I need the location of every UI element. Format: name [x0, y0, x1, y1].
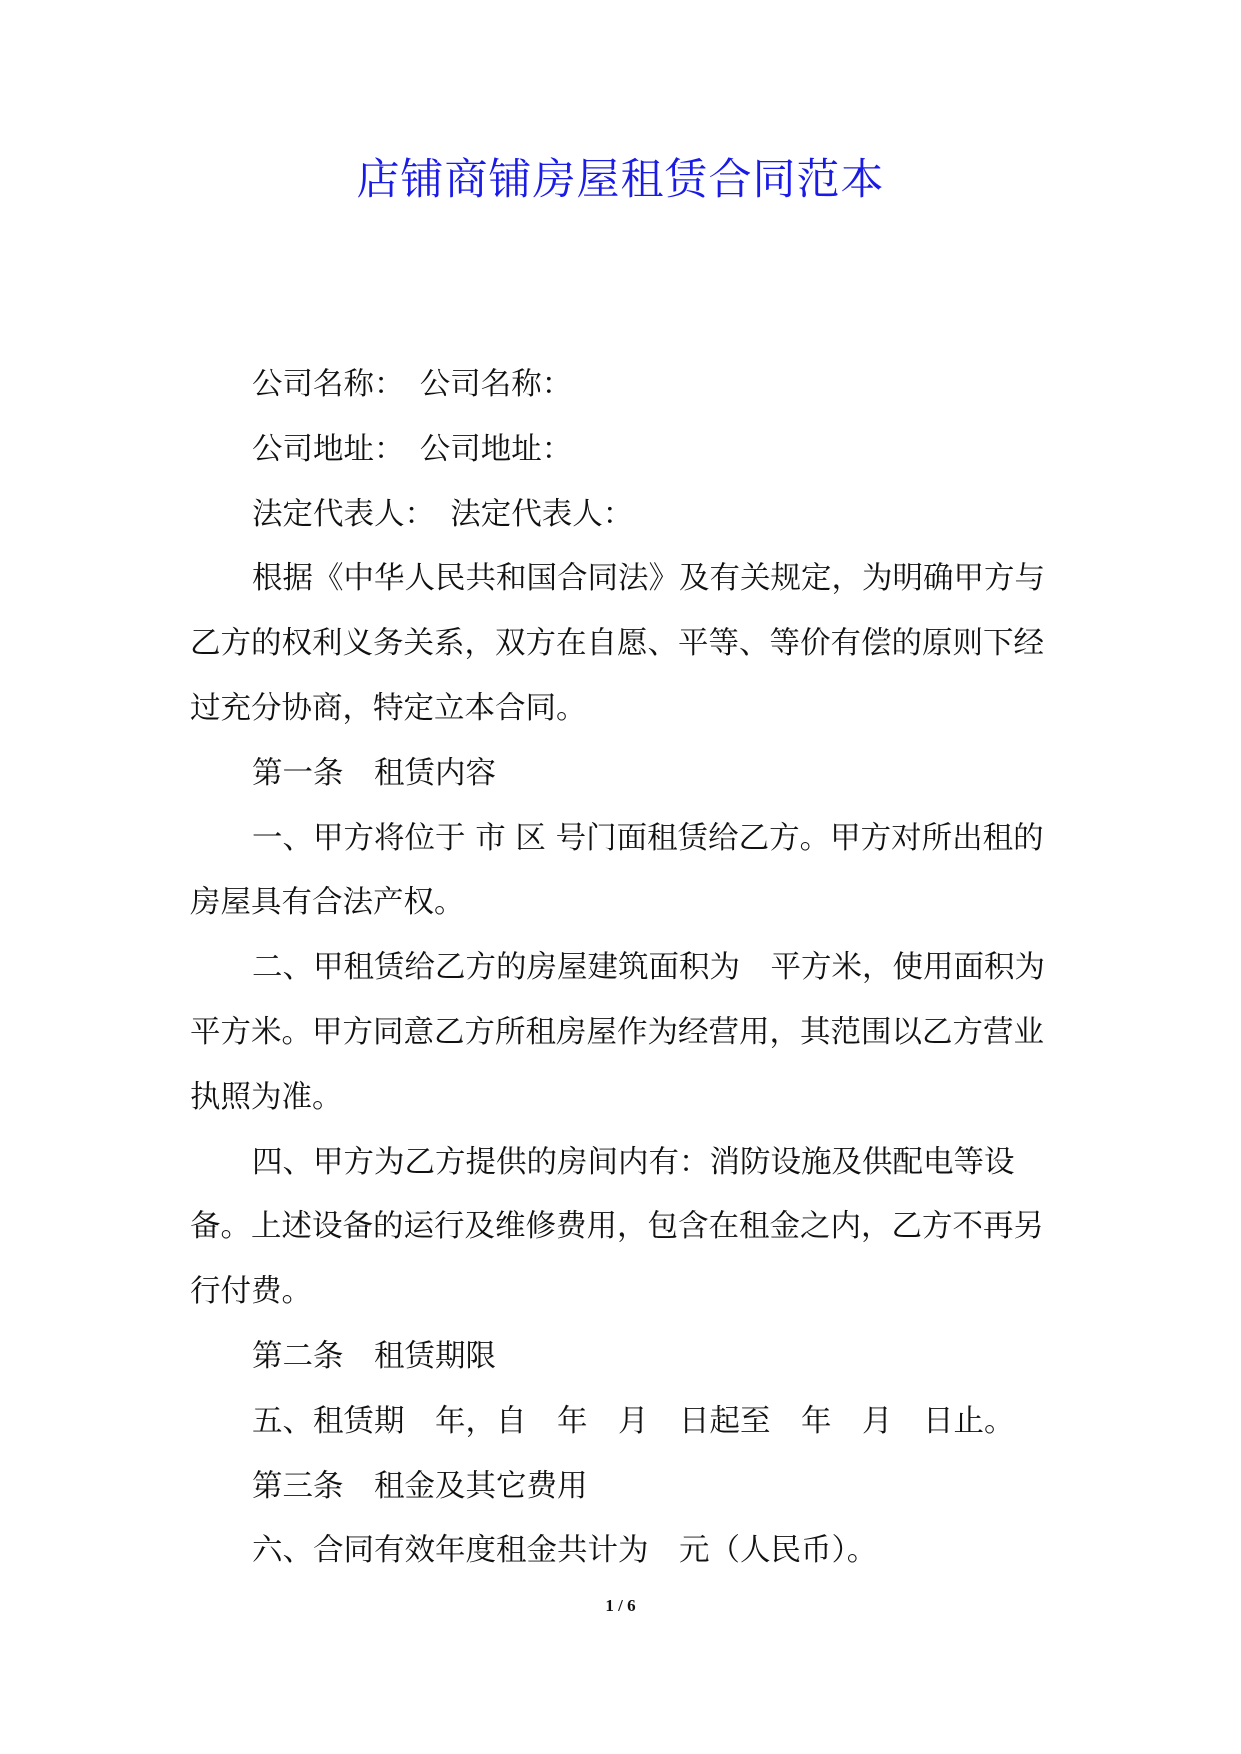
clause-6-paragraph: 六、合同有效年度租金共计为 元（人民币）。: [252, 1533, 878, 1569]
clause-2-paragraph: 二、甲租赁给乙方的房屋建筑面积为 平方米，使用面积为 平方米。甲方同意乙方所租房屋作为经营用，其范围以乙方营业执照为准。: [190, 950, 1076, 1115]
document-title: 店铺商铺房屋租赁合同范本: [356, 155, 885, 205]
legal-representative-line: 法定代表人： 法定代表人：: [252, 496, 634, 532]
clause-5-paragraph: 五、租赁期 年，自 年 月 日起至 年 月 日止。: [252, 1403, 1015, 1439]
clause-1-paragraph: 一、甲方将位于 市 区 号门面租赁给乙方。甲方对所出租的房屋具有合法产权。: [190, 820, 1044, 921]
preamble-paragraph: 根据《中华人民共和国合同法》及有关规定，为明确甲方与乙方的权利义务关系，双方在自愿、平等、等价有偿的原则下经过充分协商，特定立本合同。: [190, 561, 1045, 726]
document-body: [190, 353, 1076, 1584]
page-number: 1 / 6: [605, 1596, 636, 1615]
article-3-heading: 第三条 租金及其它费用: [252, 1468, 588, 1504]
article-1-heading: 第一条 租赁内容: [252, 755, 496, 791]
article-2-heading: 第二条 租赁期限: [252, 1338, 496, 1374]
clause-4-paragraph: 四、甲方为乙方提供的房间内有：消防设施及供配电等设备。上述设备的运行及维修费用，包含在租金之内，乙方不再另行付费。: [190, 1144, 1044, 1310]
company-address-line: 公司地址： 公司地址：: [252, 431, 573, 467]
company-name-line: 公司名称： 公司名称：: [252, 367, 573, 402]
